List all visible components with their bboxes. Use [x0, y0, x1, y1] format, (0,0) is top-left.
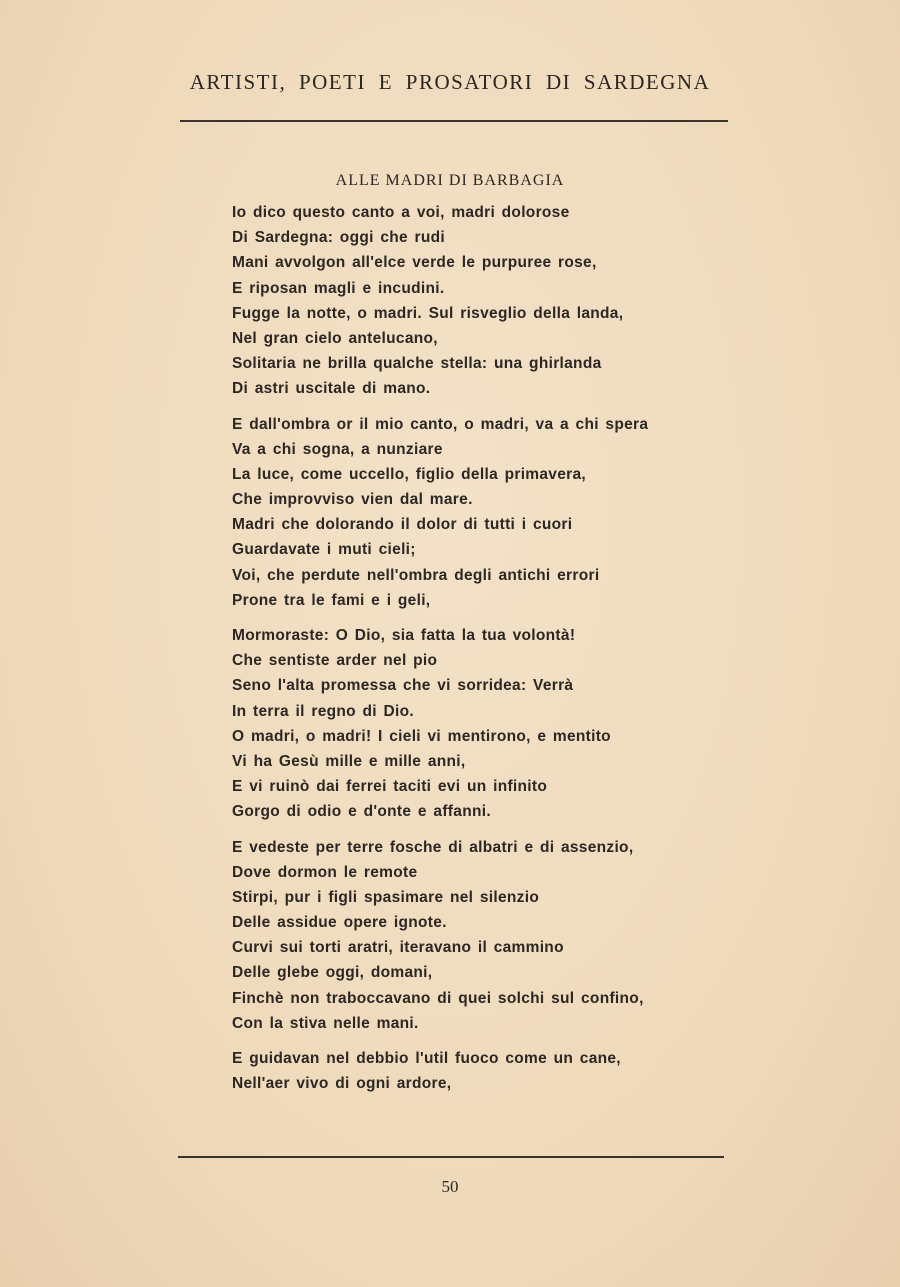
poem-line: Nel gran cielo antelucano,: [232, 329, 438, 347]
poem-line: Gorgo di odio e d'onte e affanni.: [232, 803, 491, 821]
poem-line: Delle assidue opere ignote.: [232, 914, 447, 932]
poem-line: E guidavan nel debbio l'util fuoco come un cane,: [232, 1050, 621, 1067]
poem-line: Solitaria ne brilla qualche stella: una ghirlanda: [232, 355, 602, 373]
poem-line: Seno l'alta promessa che vi sorridea: Verrà: [232, 677, 574, 695]
poem-line: Nell'aer vivo di ogni ardore,: [232, 1075, 452, 1093]
poem-line: Curvi sui torti aratri, iteravano il cammino: [232, 939, 564, 957]
poem-line: Fugge la notte, o madri. Sul risveglio della landa,: [232, 304, 624, 322]
poem-line: Voi, che perdute nell'ombra degli antichi errori: [232, 566, 600, 584]
poem-line: E vedeste per terre fosche di albatri e di assenzio,: [232, 838, 634, 856]
poem-line: Delle glebe oggi, domani,: [232, 964, 433, 982]
poem-line: Vi ha Gesù mille e mille anni,: [232, 752, 466, 770]
poem-line: Mormoraste: O Dio, sia fatta la tua volontà!: [232, 627, 576, 644]
poem-line: Prone tra le fami e i geli,: [232, 591, 431, 609]
poem-line: Che improvviso vien dal mare.: [232, 491, 473, 509]
poem-line: Con la stiva nelle mani.: [232, 1014, 419, 1032]
header-rule: [180, 120, 728, 122]
poem-line: Va a chi sogna, a nunziare: [232, 440, 443, 458]
poem-line: E riposan magli e incudini.: [232, 279, 445, 297]
stanza: [232, 200, 752, 402]
poem-body: [232, 200, 752, 1106]
poem-line: E vi ruinò dai ferrei taciti evi un infinito: [232, 778, 548, 796]
footer-rule: [178, 1156, 724, 1158]
running-header: ARTISTI, POETI E PROSATORI DI SARDEGNA: [189, 70, 711, 94]
poem-line: Guardavate i muti cieli;: [232, 541, 416, 559]
poem-line: Io dico questo canto a voi, madri dolorose: [232, 204, 570, 221]
poem-line: Di astri uscitale di mano.: [232, 380, 431, 398]
stanza: [232, 623, 752, 825]
poem-line: In terra il regno di Dio.: [232, 702, 414, 720]
poem-line: La luce, come uccello, figlio della primavera,: [232, 465, 587, 483]
poem-line: Di Sardegna: oggi che rudi: [232, 229, 446, 247]
stanza: [232, 412, 752, 614]
poem-line: Finchè non traboccavano di quei solchi sul confino,: [232, 989, 644, 1007]
page-number: 50: [441, 1177, 459, 1196]
poem-line: Madri che dolorando il dolor di tutti i cuori: [232, 516, 573, 534]
poem-title: ALLE MADRI DI BARBAGIA: [335, 172, 565, 189]
poem-line: E dall'ombra or il mio canto, o madri, va a chi spera: [232, 415, 649, 433]
poem-line: O madri, o madri! I cieli vi mentirono, e mentito: [232, 727, 611, 745]
stanza: [232, 835, 752, 1037]
poem-line: Che sentiste arder nel pio: [232, 652, 438, 670]
poem-line: Mani avvolgon all'elce verde le purpuree rose,: [232, 254, 597, 272]
stanza: [232, 1046, 752, 1096]
poem-line: Dove dormon le remote: [232, 863, 418, 881]
poem-line: Stirpi, pur i figli spasimare nel silenzio: [232, 888, 540, 906]
